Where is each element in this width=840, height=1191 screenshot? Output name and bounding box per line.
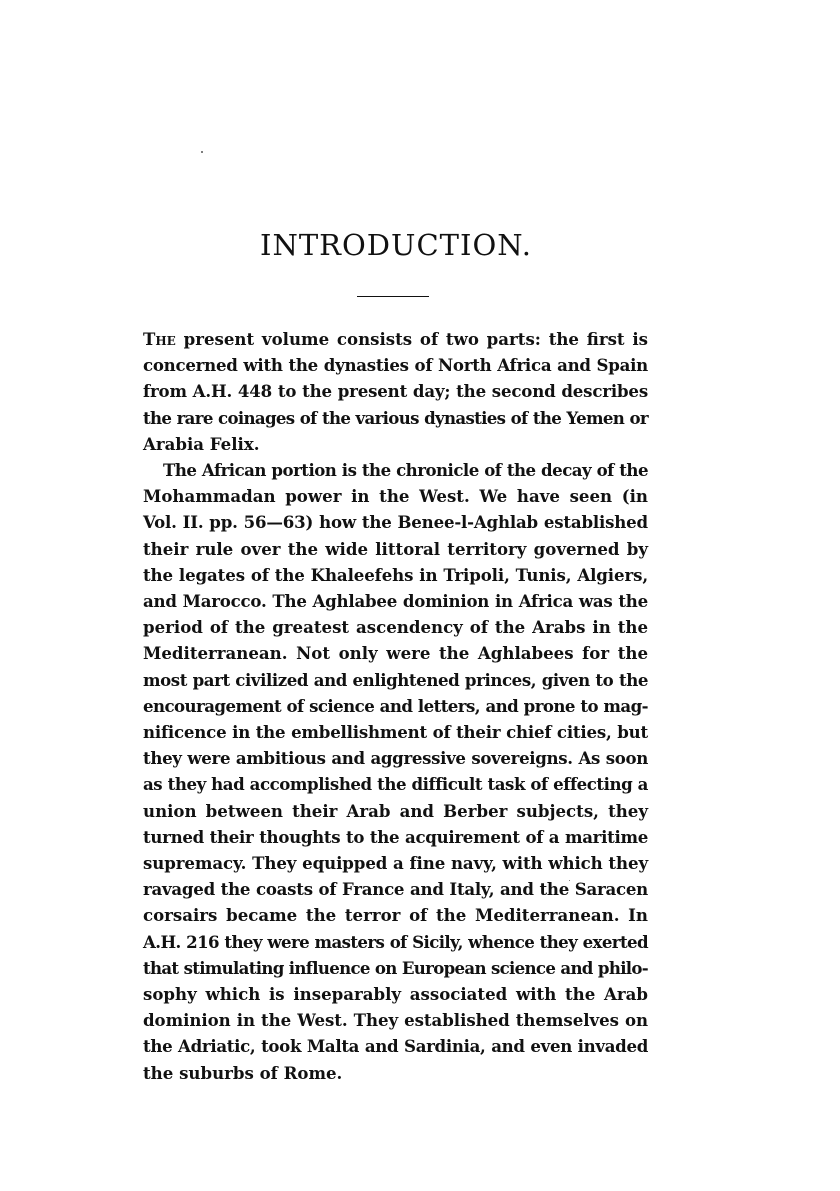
text-line: ravaged the coasts of France and Italy, and the Saracen (143, 879, 648, 900)
text-line: their rule over the wide littoral territory governed by (143, 538, 648, 559)
text-line: dominion in the West. They established themselves on (143, 1010, 648, 1031)
text-line: that stimulating influence on European science and philo- (143, 957, 648, 978)
text-line: nificence in the embellishment of their chief cities, but (143, 722, 648, 743)
text-line: union between their Arab and Berber subjects, they (143, 800, 648, 821)
text-line: turned their thoughts to the acquirement of a maritime (143, 826, 648, 847)
paragraph-2 (143, 457, 648, 1086)
text-line: most part civilized and enlightened princes, given to the (143, 669, 648, 690)
text-line: period of the greatest ascendency of the Arabs in the (143, 617, 648, 638)
text-line: the suburbs of Rome. (143, 1062, 343, 1083)
text-line: sophy which is inseparably associated with the Arab (143, 984, 648, 1005)
text-line: Vol. II. pp. 56—63) how the Benee-l-Aghlab established (143, 512, 648, 533)
text-line: supremacy. They equipped a fine navy, with which they (143, 853, 648, 874)
print-speck (201, 151, 203, 153)
text-line: concerned with the dynasties of North Africa and Spain (143, 355, 648, 376)
text-line: as they had accomplished the difficult task of effecting a (143, 774, 648, 795)
text-line: the legates of the Khaleefehs in Tripoli, Tunis, Algiers, (143, 564, 648, 585)
title-rule (357, 296, 429, 297)
text-line: they were ambitious and aggressive sovereigns. As soon (143, 748, 648, 769)
text-line: A.H. 216 they were masters of Sicily, whence they exerted (143, 931, 648, 952)
text-line: and Marocco. The Aghlabee dominion in Africa was the (143, 591, 648, 612)
body-text (143, 326, 648, 1086)
text-line: encouragement of science and letters, and prone to mag- (143, 695, 648, 716)
text-line: the Adriatic, took Malta and Sardinia, and even invaded (143, 1036, 648, 1057)
text-line: The African portion is the chronicle of the decay of the (163, 460, 648, 481)
text-line: from A.H. 448 to the present day; the second describes (143, 381, 648, 402)
page-title: INTRODUCTION. (260, 228, 532, 262)
text-line: The present volume consists of two parts: the first is (143, 329, 648, 349)
text-line: corsairs became the terror of the Mediterranean. In (143, 905, 648, 926)
paragraph-1 (143, 326, 648, 457)
text-line: Mediterranean. Not only were the Aghlabees for the (143, 643, 648, 664)
text-line: Mohammadan power in the West. We have seen (in (143, 486, 648, 507)
text-line: Arabia Felix. (143, 433, 260, 454)
text-line: the rare coinages of the various dynasties of the Yemen or (143, 407, 648, 428)
lead-word: The (143, 329, 176, 349)
